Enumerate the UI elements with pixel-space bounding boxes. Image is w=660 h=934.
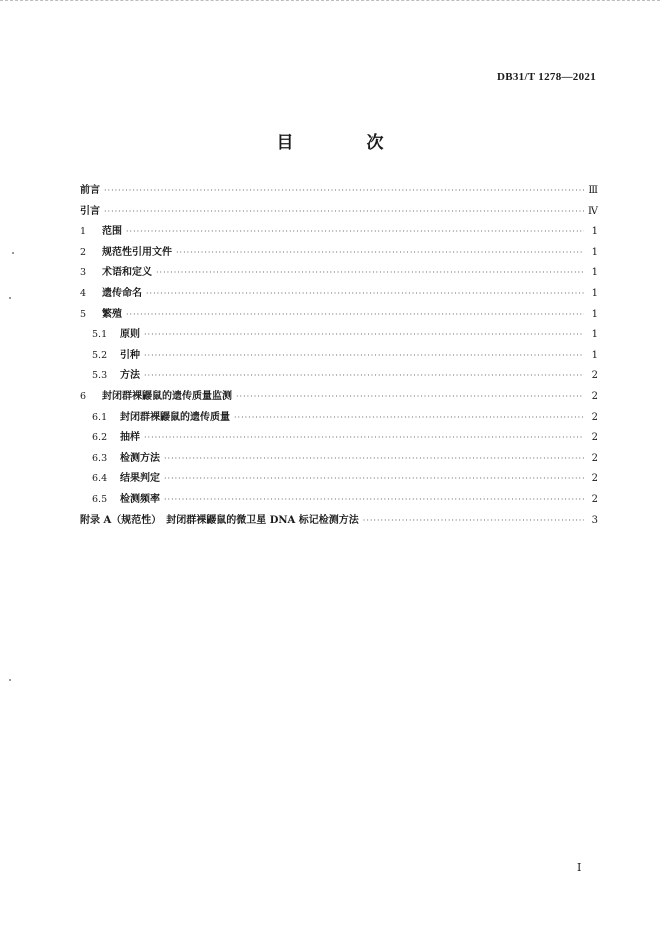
table-of-contents (80, 181, 598, 531)
toc-entry-label: 检测方法 (120, 452, 160, 464)
toc-entry-page: 2 (591, 370, 598, 382)
toc-entry-label: 封闭群裸鼹鼠的遗传质量监测 (102, 390, 232, 402)
toc-entry[interactable] (80, 325, 598, 346)
toc-leader-dots (146, 284, 584, 305)
toc-entry[interactable] (80, 428, 598, 449)
toc-entry-label: 范围 (102, 226, 122, 238)
toc-leader-dots (236, 387, 584, 408)
toc-entry[interactable] (80, 181, 598, 202)
toc-entry-number: 6.2 (92, 432, 108, 444)
toc-entry-number: 3 (80, 267, 87, 279)
toc-entry-page: 1 (591, 329, 598, 341)
toc-leader-dots (104, 202, 584, 223)
toc-entry-label: 方法 (120, 370, 140, 382)
toc-entry[interactable] (80, 469, 598, 490)
toc-entry-label: 引言 (80, 205, 100, 217)
scan-speck (9, 297, 11, 299)
toc-entry-label: 遗传命名 (102, 287, 142, 299)
toc-entry-label: 前言 (80, 185, 100, 196)
toc-entry-label: 检测频率 (120, 493, 160, 505)
toc-entry[interactable] (80, 305, 598, 326)
toc-entry-label: 繁殖 (102, 308, 122, 320)
toc-leader-dots (144, 346, 584, 367)
toc-entry-page: 1 (591, 308, 598, 320)
toc-entry-number: 5.2 (92, 349, 108, 361)
document-code: DB31/T 1278—2021 (496, 71, 596, 83)
toc-leader-dots (144, 325, 584, 346)
toc-entry-label: 封闭群裸鼹鼠的遗传质量 (120, 411, 230, 423)
toc-entry-page: Ⅲ (588, 185, 598, 196)
toc-entry-number: 6 (80, 390, 87, 402)
page-number: I (577, 861, 582, 874)
toc-entry-page: 3 (591, 514, 598, 526)
toc-entry[interactable] (80, 284, 598, 305)
toc-leader-dots (164, 490, 584, 511)
toc-entry[interactable] (80, 202, 598, 223)
toc-entry-number: 6.4 (92, 473, 108, 485)
toc-leader-dots (104, 181, 584, 202)
toc-entry-page: 1 (591, 267, 598, 279)
toc-entry-number: 5 (80, 308, 87, 320)
toc-leader-dots (176, 243, 584, 264)
toc-entry-number: 5.1 (92, 329, 108, 341)
toc-entry-label: 术语和定义 (102, 267, 152, 279)
toc-entry[interactable] (80, 449, 598, 470)
toc-entry-number: 1 (80, 226, 87, 238)
toc-entry-label: 结果判定 (120, 473, 160, 485)
scan-speck (9, 679, 11, 681)
toc-entry-page: 2 (591, 432, 598, 444)
toc-entry-page: 2 (591, 390, 598, 402)
top-border-line (0, 0, 660, 2)
toc-entry-page: 2 (591, 493, 598, 505)
toc-entry-page: 1 (591, 246, 598, 258)
toc-entry[interactable] (80, 387, 598, 408)
toc-leader-dots (144, 366, 584, 387)
toc-entry-number: 6.3 (92, 452, 108, 464)
toc-entry[interactable] (80, 346, 598, 367)
toc-entry-number: 2 (80, 246, 87, 258)
toc-entry-page: 2 (591, 452, 598, 464)
toc-entry[interactable] (80, 408, 598, 429)
toc-leader-dots (164, 449, 584, 470)
toc-entry-label: 抽样 (120, 432, 140, 444)
toc-entry-number: 6.1 (92, 411, 108, 423)
toc-entry-label: 引种 (120, 349, 140, 361)
toc-leader-dots (363, 511, 584, 532)
toc-leader-dots (164, 469, 584, 490)
toc-entry[interactable] (80, 222, 598, 243)
toc-entry[interactable] (80, 263, 598, 284)
toc-entry-page: 1 (591, 349, 598, 361)
toc-entry-page: 1 (591, 226, 598, 238)
toc-entry-number: 4 (80, 287, 87, 299)
toc-entry[interactable] (80, 366, 598, 387)
toc-entry-page: 1 (591, 287, 598, 299)
toc-leader-dots (156, 263, 584, 284)
scan-speck (12, 252, 14, 254)
toc-entry-page: 2 (591, 411, 598, 423)
toc-leader-dots (144, 428, 584, 449)
toc-entry[interactable] (80, 243, 598, 264)
toc-entry-label: 原则 (120, 329, 140, 341)
toc-entry-label: 附录 A（规范性） 封闭群裸鼹鼠的微卫星 DNA 标记检测方法 (80, 514, 359, 526)
toc-entry-label: 规范性引用文件 (102, 246, 172, 258)
toc-entry[interactable] (80, 511, 598, 532)
toc-leader-dots (126, 222, 584, 243)
toc-entry-page: 2 (591, 473, 598, 485)
toc-entry-page: Ⅳ (588, 205, 598, 217)
toc-entry[interactable] (80, 490, 598, 511)
page-title: 目 次 (276, 133, 412, 153)
toc-entry-number: 5.3 (92, 370, 108, 382)
toc-entry-number: 6.5 (92, 493, 108, 505)
toc-leader-dots (234, 408, 584, 429)
toc-leader-dots (126, 305, 584, 326)
